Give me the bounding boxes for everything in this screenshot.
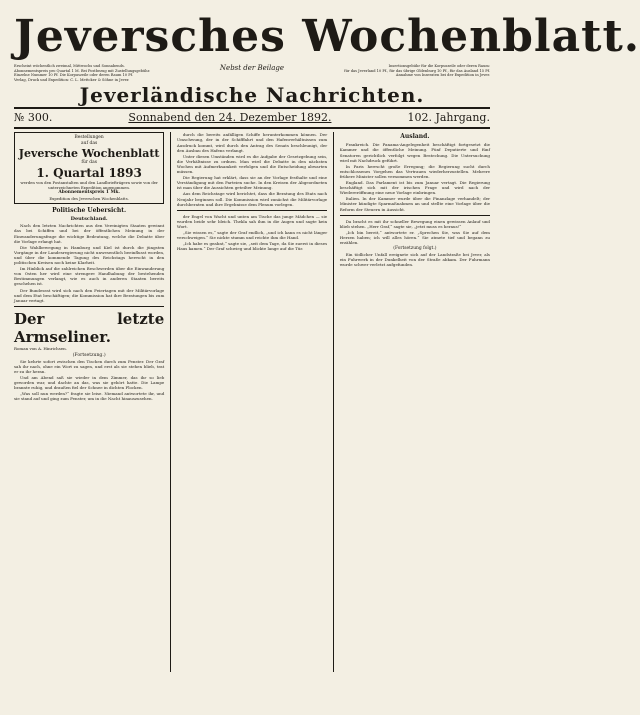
article-paragraph: Die Wahlbewegung in Hamburg und Kiel ist durch die jüngsten Vorgänge in der Landesregierung nicht unwesentlich beeinflusst worden, und über die kommende Tagung des Reichstags herrscht in den politischen Kreisen noch keine Klarheit. [14, 244, 165, 266]
article-paragraph: Unter diesen Umständen wird es die Aufgabe der Gesetzgebung sein, die Verhältnisse zu ordnen. Man wird die Debatte in den nächsten Wochen mit Aufmerksamkeit verfolgen und die Entscheidung abwarten müssen. [176, 153, 328, 175]
serial-continuation: (Fortsetzung.) [72, 352, 106, 358]
article-paragraph: England. Das Parlament ist bis zum Januar vertagt. Die Regierung beschäftigt sich mit der irischen Frage und wird nach der Wiedereröffnung eine neue Vorlage einbringen. [339, 180, 490, 196]
column-right [340, 132, 490, 672]
column-separator [333, 132, 334, 672]
masthead-title: Jeversches Wochenblatt. [14, 11, 640, 62]
ad-signature: Expedition des Jeverschen Wochenblatts. [49, 196, 129, 202]
masthead-left-line: Einzelne Nummer 10 Pf. Die Korpuszeile oder deren Raum 10 Pf. [14, 73, 133, 78]
ad-text: werden von den Postanstalten und den Landbriefträgern sowie von der unterzeichneten Expedition angenommen. [20, 180, 158, 191]
serial-paragraph: „Sie wissen es,“ sagte der Graf endlich, „und ich kann es nicht länger verschweigen.“ Sie nickte stumm und reichte ihm die Hand. [176, 229, 328, 241]
ad-line: für das [81, 160, 97, 166]
ad-price: Abonnementspreis 1 Mk. [58, 190, 120, 196]
masthead-left-info [14, 64, 164, 82]
serial-paragraph: „Ich bin bereit,“ antwortete er. „Sprechen Sie, was Sie auf dem Herzen haben; ich will alles hören.“ Sie atmete tief und begann zu erzählen. [339, 229, 490, 245]
serial-paragraph: Sie kehrte sofort zwischen den Tischen durch zum Fenster. Der Graf sah ihr nach, ohne ein Wort zu sagen, und erst als sie stehen blieb, trat er zu ihr heran. [14, 358, 165, 374]
article-columns [14, 132, 490, 672]
serial-paragraph: Da bracht es mit ihr schneller Bewegung einen gewissen Anlauf und blieb stehen. „Herr Graf,“ sagte sie, „jetzt muss es heraus!“ [339, 218, 490, 229]
masthead-subtitle: Jeverländische Nachrichten. [79, 83, 425, 108]
serial-paragraph: Und am Abend saß sie wieder in dem Zimmer, das ihr so lieb geworden war, und dachte an das, was sie gehört hatte. Die Lampe brannte ruhig, und draußen fiel der Schnee in dichten Flocken. [14, 375, 165, 391]
section-title: Ausland. [400, 133, 430, 141]
masthead-right-line: Annahme von Inseraten bei der Expedition in Jever. [395, 73, 490, 78]
column-separator [170, 132, 171, 672]
article-paragraph: Die Regierung hat erklärt, dass sie an der Vorlage festhalte und eine Verständigung mit den Parteien suche. In den Kreisen der Abgeordneten ist man über die Aussichten geteilter Meinung. [176, 175, 328, 191]
news-paragraph: Ein tödlicher Unfall ereignete sich auf der Landstraße bei Jever, als ein Fuhrwerk in der Dunkelheit von der Straße abkam. Der Fuhrmann wurde schwer verletzt aufgefunden. [339, 252, 490, 268]
masthead-center-info: Nebst der Beilage [219, 64, 285, 72]
serial-paragraph: „Ich habe es geahnt,“ sagte sie, „seit dem Tage, da Sie zuerst in dieses Haus kamen.“ Der Graf schwieg und blickte lange auf die Tür. [176, 241, 328, 252]
article-paragraph: In Paris herrscht große Erregung; die Regierung sucht durch entschlossenes Vorgehen das Vertrauen wiederherzustellen. Mehrere frühere Minister sollen vernommen werden. [339, 163, 490, 179]
divider [14, 127, 490, 129]
divider [177, 210, 327, 211]
article-paragraph: Nach den letzten Nachrichten aus den Vereinigten Staaten gewinnt das bei Schiffen und bei der öffentlichen Meinung in der Einwanderungsfrage die wichtige Bedeutung, welche die Debatte über die Vorlage erlangt hat. [14, 223, 165, 244]
ad-line: Bestellungen [74, 135, 104, 141]
section-subtitle: Deutschland. [70, 216, 108, 223]
masthead-left-line: Verlag, Druck und Expedition: C. L. Mettcker & Söhne in Jever. [14, 77, 130, 82]
subscription-ad [14, 132, 164, 204]
masthead-left-line: Erscheint wöchentlich zweimal, Mittwochs und Sonnabends. [14, 64, 125, 68]
serial-continued-note: (Fortsetzung folgt.) [393, 246, 437, 252]
ad-quarter: 1. Quartal 1893 [36, 166, 142, 181]
serial-paragraph: „Was soll nun werden?“ fragte sie leise. Niemand antwortete ihr, und sie stand auf und ging zum Fenster, um in die Nacht hinauszusehen. [14, 391, 165, 402]
article-paragraph: Der Bundesrat wird sich nach den Feiertagen mit der Militärvorlage und dem Etat beschäftigen; die Kommission hat ihre Beratungen bis zum Januar vertagt. [14, 287, 165, 303]
issue-volume: 102. Jahrgang. [407, 111, 490, 125]
issue-number: № 300. [14, 111, 53, 125]
issue-date: Sonnabend den 24. Dezember 1892. [128, 111, 332, 125]
article-paragraph: durch die bereits anfälligen Schiffe herunterkommen können. Der Umschwung, der in der Schifffahrt und den Hafenverhältnissen zum Ausdruck kommt, wird durch den Antrag des Senats beschleunigt, der den Ausbau des Hafens verlangt. [176, 132, 328, 153]
column-left [14, 132, 164, 672]
masthead-right-line: für das Jeverland 10 Pf., für das übrige Oldenburg 10 Pf., für das Ausland 15 Pf. [344, 68, 490, 73]
column-middle [177, 132, 327, 672]
serial-paragraph: der Engel von Wacht und unten am Tische das junge Mädchen — sie wurden beide sehr bleich. Thekla sah ihm in die Augen und sagte kein Wort. [176, 213, 328, 229]
issue-row [14, 109, 490, 127]
article-paragraph: Italien. In der Kammer wurde über die Finanzlage verhandelt; der Minister kündigte Sparmaßnahmen an und stellte eine Vorlage über die Reform der Steuern in Aussicht. [339, 196, 490, 212]
masthead-right-line: Insertionsgebühr für die Korpuszeile oder deren Raum: [388, 64, 490, 68]
ad-paper-name: Jeversche Wochenblatt [18, 147, 160, 161]
serial-byline: Roman von A. Hinrichsen. [14, 345, 68, 351]
article-paragraph: Im Hinblick auf die zahlreichen Beschwerden über die Einwanderung von Osten her wird eine strengere Handhabung der bestehenden Bestimmungen verlangt, wie es auch in anderen Staaten bereits geschehen ist. [14, 266, 165, 287]
divider [14, 306, 164, 307]
masthead-left-line: Abonnementspreis pro Quartal 1 M. Bei Postbezug mit Zustellungsgebühr. [14, 68, 151, 73]
article-paragraph: Frankreich. Die Panama-Angelegenheit beschäftigt fortgesetzt die Kammer und die öffentliche Meinung. Fünf Deputierte und fünf Senatoren gerichtlich verfolgt wegen Bestechung. Die Untersuchung wird mit Nachdruck geführt. [339, 142, 490, 163]
masthead-right-info [340, 64, 490, 78]
serial-heading: Der letzte Armseliner. [14, 309, 165, 346]
masthead-info-row [14, 64, 490, 82]
divider [340, 215, 490, 216]
article-paragraph: Aus dem Reichstage wird berichtet, dass die Beratung des Etats nach Neujahr beginnen soll. Die Kommission wird zunächst die Militärvorlage durchberaten und ihre Ergebnisse dem Plenum vorlegen. [176, 191, 328, 207]
ad-line: auf das [81, 141, 98, 147]
section-title: Politische Uebersicht. [52, 207, 127, 215]
